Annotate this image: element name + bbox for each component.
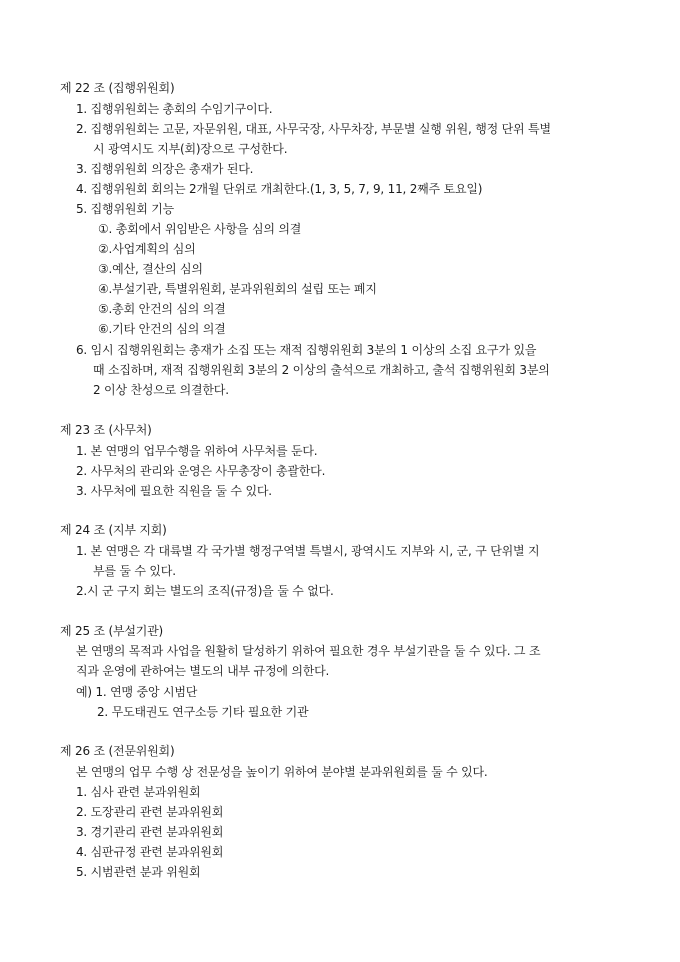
- article-23-item-1: 1. 본 연맹의 업무수행을 위하여 사무처를 둔다.: [76, 444, 318, 458]
- article-26-item-3: 3. 경기관리 관련 분과위원회: [76, 825, 224, 839]
- article-22-item-4: 4. 집행위원회 회의는 2개월 단위로 개최한다.(1, 3, 5, 7, 9, 11, 2째주 토요일): [76, 182, 483, 196]
- article-26-item-2: 2. 도장관리 관련 분과위원회: [76, 805, 224, 819]
- article-22-item-6-line-2: 때 소집하며, 재적 집행위원회 3분의 2 이상의 출석으로 개최하고, 출석 집행위원회 3분의: [93, 363, 550, 377]
- article-24-item-1: 1. 본 연맹은 각 대륙별 각 국가별 행정구역별 특별시, 광역시도 지부와 시, 군, 구 단위별 지: [76, 544, 540, 558]
- article-22-item-2-cont: 시 광역시도 지부(회)장으로 구성한다.: [93, 142, 288, 156]
- article-22-heading: 제 22 조 (집행위원회): [60, 81, 175, 95]
- article-25-example-2: 2. 무도태권도 연구소등 기타 필요한 기관: [97, 705, 309, 719]
- article-22-function-2: ②.사업계획의 심의: [98, 242, 196, 256]
- article-25-paragraph-line-1: 본 연맹의 목적과 사업을 원활히 달성하기 위하여 필요한 경우 부설기관을 둘 수 있다. 그 조: [76, 644, 541, 658]
- article-26-item-5: 5. 시범관련 분과 위원회: [76, 865, 201, 879]
- article-24-heading: 제 24 조 (지부 지회): [60, 523, 167, 537]
- article-26-heading: 제 26 조 (전문위원회): [60, 744, 175, 758]
- article-26-item-1: 1. 심사 관련 분과위원회: [76, 785, 201, 799]
- article-22-item-6-line-3: 2 이상 찬성으로 의결한다.: [93, 383, 229, 397]
- article-23-item-2: 2. 사무처의 관리와 운영은 사무총장이 총괄한다.: [76, 464, 326, 478]
- article-26-item-4: 4. 심판규정 관련 분과위원회: [76, 845, 224, 859]
- article-22-item-3: 3. 집행위원회 의장은 총재가 된다.: [76, 162, 254, 176]
- article-22-item-5: 5. 집행위원회 기능: [76, 202, 175, 216]
- article-22-function-5: ⑤.총회 안건의 심의 의결: [98, 302, 226, 316]
- article-25-heading: 제 25 조 (부설기관): [60, 624, 164, 638]
- article-22-function-1: ①. 총회에서 위임받은 사항을 심의 의결: [98, 222, 302, 236]
- article-22-item-2: 2. 집행위원회는 고문, 자문위원, 대표, 사무국장, 사무차장, 부문별 실행 위원, 행정 단위 특별: [76, 122, 551, 136]
- article-22-function-3: ③.예산, 결산의 심의: [98, 262, 203, 276]
- article-22-item-1: 1. 집행위원회는 총회의 수임기구이다.: [76, 102, 273, 116]
- article-22-function-6: ⑥.기타 안건의 심의 의결: [98, 322, 226, 336]
- article-25-example-1: 예) 1. 연맹 중앙 시범단: [76, 685, 198, 699]
- article-23-heading: 제 23 조 (사무처): [60, 423, 152, 437]
- article-22-item-6-line-1: 6. 임시 집행위원회는 총재가 소집 또는 재적 집행위원회 3분의 1 이상의 소집 요구가 있을: [76, 343, 537, 357]
- article-24-item-2: 2.시 군 구지 회는 별도의 조직(규정)을 둘 수 없다.: [76, 584, 334, 598]
- article-22-function-4: ④.부설기관, 특별위원회, 분과위원회의 설립 또는 폐지: [98, 282, 377, 296]
- article-24-item-1-cont: 부를 둘 수 있다.: [93, 564, 176, 578]
- article-25-paragraph-line-2: 직과 운영에 관하여는 별도의 내부 규정에 의한다.: [76, 664, 330, 678]
- article-26-paragraph: 본 연맹의 업무 수행 상 전문성을 높이기 위하여 분야별 분과위원회를 둘 수 있다.: [76, 765, 488, 779]
- article-23-item-3: 3. 사무처에 필요한 직원을 둘 수 있다.: [76, 484, 272, 498]
